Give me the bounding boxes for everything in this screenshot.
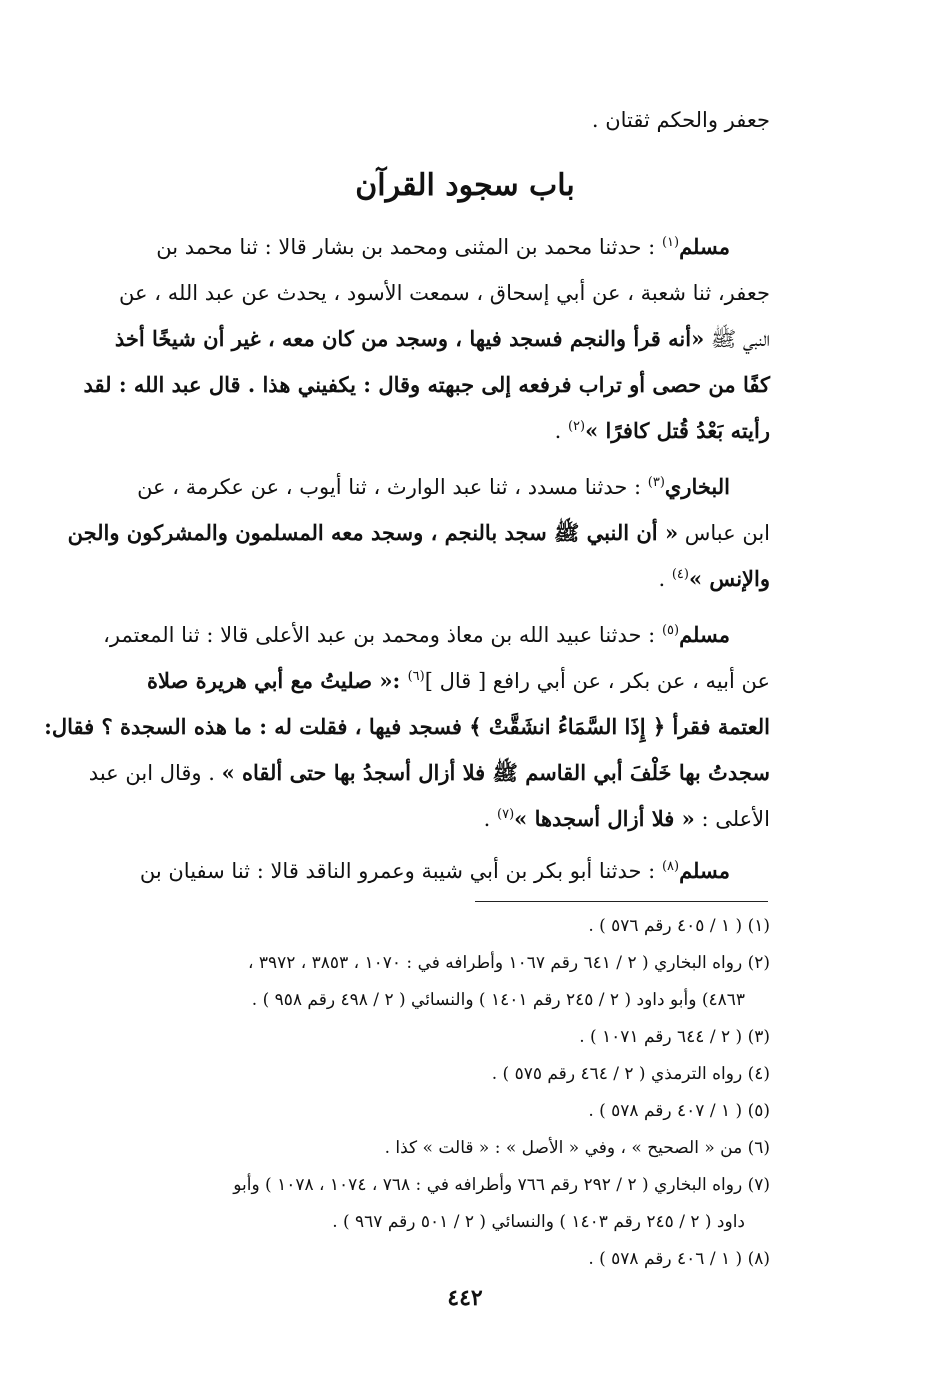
p1-text-1: : حدثنا محمد بن المثنى ومحمد بن بشار قالا : ثنا محمد بن [156,235,662,259]
footnote-divider [475,901,768,902]
p4-source: مسلم [679,858,730,883]
p2-source: البخاري [664,474,730,499]
p1-text-5-end: . [554,419,568,443]
p4-text-1: : حدثنا أبو بكر بن أبي شيبة وعمرو الناقد قالا : ثنا سفيان بن [139,859,662,883]
p2-line-2 [67,510,770,556]
p2-text-3-end: . [658,567,672,591]
p3-line-1 [103,612,770,658]
p1-text-3a: النبي ﷺ [704,327,770,351]
p1-ref-2: (٢) [567,419,586,434]
chapter-heading: باب سجود القرآن [355,168,575,203]
p3-text-3: العتمة فقرأ ﴿ إِذَا السَّمَاءُ انشَقَّتْ ﴾ فسجد فيها ، فقلت له : ما هذه السجدة ؟ فقال: [44,714,770,739]
p1-text-5: رأيته بَعْدُ قُتل كافرًا » [585,418,770,443]
p3-text-4b: . وقال ابن عبد [88,761,222,785]
p3-ref-3: (٧) [497,807,515,822]
p4-ref: (٨) [661,859,680,874]
p3-ref-2: (٦) [407,669,425,684]
page-number: ٤٤٢ [447,1285,483,1311]
footnote-2: (٢) رواه البخاري ( ٢ / ٦٤١ رقم ١٠٦٧ وأطرافه في : ١٠٧٠ ، ٣٨٥٣ ، ٣٩٧٢ ، [247,953,770,973]
p3-line-2 [147,658,770,704]
footnote-7-cont: داود ( ٢ / ٢٤٥ رقم ١٤٠٣ ) والنسائي ( ٢ / ٥٠١ رقم ٩٦٧ ) . [332,1212,745,1232]
p2-line-1 [137,464,770,510]
p3-line-4 [88,750,770,796]
footnote-2-cont: ٤٨٦٣) وأبو داود ( ٢ / ٢٤٥ رقم ١٤٠١ ) والنسائي ( ٢ / ٤٩٨ رقم ٩٥٨ ) . [251,990,745,1010]
p2-text-2a: ابن عباس [678,521,770,545]
footnote-4: (٤) رواه الترمذي ( ٢ / ٤٦٤ رقم ٥٧٥ ) . [491,1064,770,1084]
p3-ref: (٥) [661,623,680,638]
p2-text-1: : حدثنا مسدد ، ثنا عبد الوارث ، ثنا أيوب ، عن عكرمة ، عن [137,475,648,499]
p1-ref: (١) [661,235,680,250]
p3-text-5b: « فلا أزال أسجدها » [514,806,695,831]
p3-text-2a: عن أبيه ، عن بكر ، عن أبي رافع [ قال ] [424,669,770,693]
p1-text-2: جعفر، ثنا شعبة ، عن أبي إسحاق ، سمعت الأسود ، يحدث عن عبد الله ، عن [119,281,770,305]
p1-line-1 [156,224,770,270]
p3-text-4a: سجدتُ بها خَلْفَ أبي القاسم ﷺ فلا أزال أسجدُ بها حتى ألقاه » [221,760,770,785]
footnote-1: (١) ( ١ / ٤٠٥ رقم ٥٧٦ ) . [588,916,770,936]
p1-source: مسلم [679,234,730,259]
p2-ref: (٣) [647,475,665,490]
intro-text: جعفر والحكم ثقتان . [591,108,770,132]
intro-line [165,97,770,143]
footnote-5: (٥) ( ١ / ٤٠٧ رقم ٥٧٨ ) . [588,1101,770,1121]
p2-line-3 [165,556,770,602]
p4-line-1 [139,848,770,894]
footnote-6: (٦) من « الصحيح » ، وفي « الأصل » : « قالت » كذا . [384,1138,770,1158]
p1-line-5 [165,408,770,454]
p1-line-3 [114,316,770,362]
p1-text-4: كفًا من حصى أو تراب فرفعه إلى جبهته وقال : يكفيني هذا . قال عبد الله : لقد [83,372,770,397]
p3-source: مسلم [679,622,730,647]
p1-line-2 [119,270,770,316]
p1-line-4 [83,362,770,408]
footnote-7: (٧) رواه البخاري ( ٢ / ٢٩٢ رقم ٧٦٦ وأطرافه في : ٧٦٨ ، ١٠٧٤ ، ١٠٧٨ ) وأبو [233,1175,770,1195]
p3-text-5a: الأعلى : [694,807,770,831]
footnote-3: (٣) ( ٢ / ٦٤٤ رقم ١٠٧١ ) . [579,1027,770,1047]
p3-line-5 [165,796,770,842]
p2-text-2b: « أن النبي ﷺ سجد بالنجم ، وسجد معه المسلمون والمشركون والجن [67,520,679,545]
p3-text-2b: :« صليتُ مع أبي هريرة صلاة [147,668,408,693]
p2-ref-2: (٤) [671,567,689,582]
p2-text-3: والإنس » [688,566,770,591]
p3-line-3 [44,704,770,750]
footnote-8: (٨) ( ١ / ٤٠٦ رقم ٥٧٨ ) . [588,1249,770,1269]
p1-text-3b: «أنه قرأ والنجم فسجد فيها ، وسجد من كان معه ، غير أن شيخًا أخذ [114,326,705,351]
p3-text-1: : حدثنا عبيد الله بن معاذ ومحمد بن عبد الأعلى قالا : ثنا المعتمر، [103,623,662,647]
p3-text-5-end: . [483,807,497,831]
